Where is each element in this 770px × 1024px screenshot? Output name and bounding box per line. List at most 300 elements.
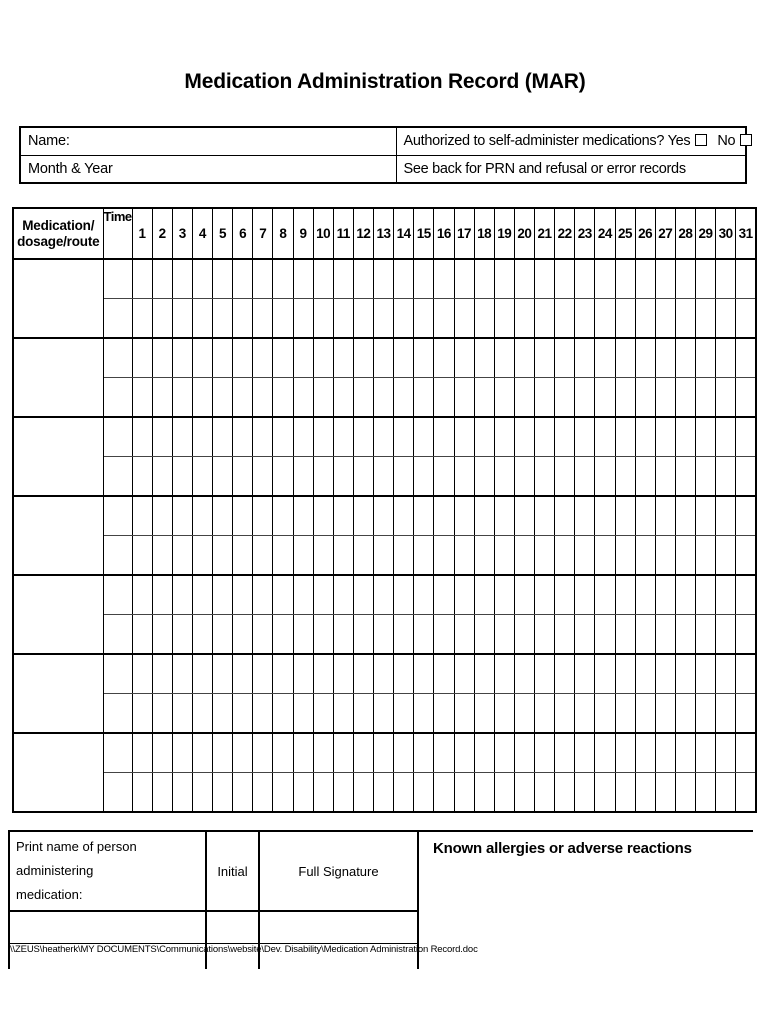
day-cell-7[interactable] [253, 259, 273, 299]
day-cell-30[interactable] [716, 457, 736, 497]
day-cell-26[interactable] [635, 457, 655, 497]
time-cell[interactable] [103, 575, 132, 615]
day-cell-28[interactable] [675, 654, 695, 694]
day-cell-3[interactable] [172, 378, 192, 418]
day-cell-9[interactable] [293, 615, 313, 655]
day-cell-4[interactable] [192, 615, 212, 655]
day-cell-26[interactable] [635, 773, 655, 813]
time-cell[interactable] [103, 457, 132, 497]
day-cell-17[interactable] [454, 378, 474, 418]
day-cell-18[interactable] [474, 773, 494, 813]
day-cell-18[interactable] [474, 575, 494, 615]
time-cell[interactable] [103, 536, 132, 576]
day-cell-5[interactable] [213, 457, 233, 497]
day-cell-25[interactable] [615, 773, 635, 813]
day-cell-25[interactable] [615, 733, 635, 773]
day-cell-22[interactable] [555, 536, 575, 576]
day-cell-13[interactable] [374, 496, 394, 536]
day-cell-19[interactable] [494, 733, 514, 773]
day-cell-26[interactable] [635, 575, 655, 615]
day-cell-24[interactable] [595, 773, 615, 813]
day-cell-11[interactable] [333, 496, 353, 536]
day-cell-22[interactable] [555, 654, 575, 694]
day-cell-15[interactable] [414, 773, 434, 813]
day-cell-19[interactable] [494, 299, 514, 339]
day-cell-30[interactable] [716, 378, 736, 418]
day-cell-16[interactable] [434, 654, 454, 694]
day-cell-13[interactable] [374, 654, 394, 694]
day-cell-2[interactable] [152, 496, 172, 536]
day-cell-27[interactable] [655, 259, 675, 299]
day-cell-6[interactable] [233, 773, 253, 813]
day-cell-11[interactable] [333, 694, 353, 734]
day-cell-30[interactable] [716, 654, 736, 694]
day-cell-4[interactable] [192, 338, 212, 378]
day-cell-14[interactable] [394, 733, 414, 773]
day-cell-25[interactable] [615, 378, 635, 418]
day-cell-21[interactable] [535, 378, 555, 418]
day-cell-6[interactable] [233, 575, 253, 615]
day-cell-1[interactable] [132, 733, 152, 773]
day-cell-30[interactable] [716, 417, 736, 457]
day-cell-14[interactable] [394, 457, 414, 497]
day-cell-5[interactable] [213, 338, 233, 378]
day-cell-17[interactable] [454, 773, 474, 813]
day-cell-31[interactable] [736, 338, 756, 378]
day-cell-9[interactable] [293, 733, 313, 773]
day-cell-1[interactable] [132, 575, 152, 615]
day-cell-20[interactable] [514, 694, 534, 734]
day-cell-19[interactable] [494, 457, 514, 497]
day-cell-16[interactable] [434, 733, 454, 773]
day-cell-26[interactable] [635, 378, 655, 418]
time-cell[interactable] [103, 615, 132, 655]
day-cell-26[interactable] [635, 259, 655, 299]
day-cell-12[interactable] [353, 299, 373, 339]
day-cell-28[interactable] [675, 496, 695, 536]
day-cell-16[interactable] [434, 773, 454, 813]
day-cell-2[interactable] [152, 457, 172, 497]
day-cell-3[interactable] [172, 259, 192, 299]
day-cell-13[interactable] [374, 338, 394, 378]
day-cell-15[interactable] [414, 496, 434, 536]
day-cell-16[interactable] [434, 575, 454, 615]
day-cell-13[interactable] [374, 457, 394, 497]
day-cell-3[interactable] [172, 694, 192, 734]
day-cell-21[interactable] [535, 733, 555, 773]
day-cell-25[interactable] [615, 417, 635, 457]
day-cell-6[interactable] [233, 654, 253, 694]
day-cell-22[interactable] [555, 457, 575, 497]
day-cell-12[interactable] [353, 457, 373, 497]
day-cell-15[interactable] [414, 417, 434, 457]
day-cell-13[interactable] [374, 773, 394, 813]
day-cell-31[interactable] [736, 694, 756, 734]
day-cell-29[interactable] [696, 615, 716, 655]
day-cell-15[interactable] [414, 299, 434, 339]
day-cell-20[interactable] [514, 259, 534, 299]
day-cell-12[interactable] [353, 575, 373, 615]
day-cell-15[interactable] [414, 615, 434, 655]
day-cell-8[interactable] [273, 378, 293, 418]
day-cell-5[interactable] [213, 378, 233, 418]
day-cell-13[interactable] [374, 615, 394, 655]
day-cell-18[interactable] [474, 615, 494, 655]
day-cell-5[interactable] [213, 536, 233, 576]
day-cell-31[interactable] [736, 378, 756, 418]
day-cell-9[interactable] [293, 496, 313, 536]
time-cell[interactable] [103, 694, 132, 734]
day-cell-26[interactable] [635, 496, 655, 536]
day-cell-17[interactable] [454, 338, 474, 378]
day-cell-30[interactable] [716, 259, 736, 299]
day-cell-4[interactable] [192, 694, 212, 734]
day-cell-1[interactable] [132, 773, 152, 813]
day-cell-12[interactable] [353, 773, 373, 813]
day-cell-21[interactable] [535, 654, 555, 694]
day-cell-22[interactable] [555, 417, 575, 457]
day-cell-21[interactable] [535, 417, 555, 457]
day-cell-3[interactable] [172, 654, 192, 694]
day-cell-13[interactable] [374, 417, 394, 457]
day-cell-21[interactable] [535, 694, 555, 734]
day-cell-15[interactable] [414, 457, 434, 497]
day-cell-12[interactable] [353, 694, 373, 734]
day-cell-22[interactable] [555, 694, 575, 734]
day-cell-14[interactable] [394, 338, 414, 378]
day-cell-24[interactable] [595, 536, 615, 576]
day-cell-12[interactable] [353, 536, 373, 576]
day-cell-14[interactable] [394, 575, 414, 615]
day-cell-27[interactable] [655, 615, 675, 655]
day-cell-6[interactable] [233, 457, 253, 497]
day-cell-24[interactable] [595, 338, 615, 378]
no-checkbox[interactable] [740, 134, 752, 146]
day-cell-8[interactable] [273, 733, 293, 773]
day-cell-18[interactable] [474, 299, 494, 339]
day-cell-28[interactable] [675, 575, 695, 615]
day-cell-12[interactable] [353, 338, 373, 378]
day-cell-17[interactable] [454, 575, 474, 615]
day-cell-17[interactable] [454, 536, 474, 576]
day-cell-26[interactable] [635, 694, 655, 734]
day-cell-2[interactable] [152, 417, 172, 457]
day-cell-31[interactable] [736, 654, 756, 694]
day-cell-20[interactable] [514, 299, 534, 339]
day-cell-7[interactable] [253, 733, 273, 773]
day-cell-15[interactable] [414, 259, 434, 299]
day-cell-7[interactable] [253, 338, 273, 378]
day-cell-11[interactable] [333, 615, 353, 655]
day-cell-19[interactable] [494, 259, 514, 299]
day-cell-11[interactable] [333, 654, 353, 694]
day-cell-17[interactable] [454, 654, 474, 694]
day-cell-28[interactable] [675, 338, 695, 378]
day-cell-25[interactable] [615, 575, 635, 615]
day-cell-21[interactable] [535, 773, 555, 813]
medication-cell[interactable] [13, 575, 103, 654]
day-cell-10[interactable] [313, 733, 333, 773]
day-cell-10[interactable] [313, 694, 333, 734]
day-cell-28[interactable] [675, 615, 695, 655]
day-cell-26[interactable] [635, 338, 655, 378]
day-cell-11[interactable] [333, 575, 353, 615]
day-cell-3[interactable] [172, 575, 192, 615]
day-cell-3[interactable] [172, 496, 192, 536]
day-cell-19[interactable] [494, 694, 514, 734]
day-cell-4[interactable] [192, 378, 212, 418]
day-cell-29[interactable] [696, 299, 716, 339]
day-cell-18[interactable] [474, 654, 494, 694]
day-cell-10[interactable] [313, 378, 333, 418]
day-cell-2[interactable] [152, 694, 172, 734]
day-cell-24[interactable] [595, 575, 615, 615]
day-cell-12[interactable] [353, 733, 373, 773]
day-cell-9[interactable] [293, 654, 313, 694]
day-cell-21[interactable] [535, 259, 555, 299]
day-cell-29[interactable] [696, 378, 716, 418]
day-cell-23[interactable] [575, 536, 595, 576]
day-cell-10[interactable] [313, 536, 333, 576]
day-cell-10[interactable] [313, 615, 333, 655]
day-cell-16[interactable] [434, 496, 454, 536]
day-cell-23[interactable] [575, 378, 595, 418]
day-cell-26[interactable] [635, 733, 655, 773]
day-cell-3[interactable] [172, 536, 192, 576]
day-cell-10[interactable] [313, 338, 333, 378]
day-cell-3[interactable] [172, 457, 192, 497]
day-cell-19[interactable] [494, 338, 514, 378]
day-cell-24[interactable] [595, 694, 615, 734]
day-cell-1[interactable] [132, 615, 152, 655]
day-cell-29[interactable] [696, 417, 716, 457]
day-cell-24[interactable] [595, 654, 615, 694]
day-cell-26[interactable] [635, 615, 655, 655]
day-cell-9[interactable] [293, 417, 313, 457]
day-cell-30[interactable] [716, 496, 736, 536]
day-cell-28[interactable] [675, 536, 695, 576]
day-cell-21[interactable] [535, 536, 555, 576]
day-cell-3[interactable] [172, 417, 192, 457]
day-cell-4[interactable] [192, 417, 212, 457]
day-cell-31[interactable] [736, 575, 756, 615]
day-cell-6[interactable] [233, 417, 253, 457]
day-cell-29[interactable] [696, 536, 716, 576]
day-cell-5[interactable] [213, 773, 233, 813]
day-cell-29[interactable] [696, 733, 716, 773]
day-cell-7[interactable] [253, 536, 273, 576]
day-cell-27[interactable] [655, 773, 675, 813]
day-cell-24[interactable] [595, 259, 615, 299]
day-cell-2[interactable] [152, 536, 172, 576]
day-cell-4[interactable] [192, 575, 212, 615]
day-cell-17[interactable] [454, 694, 474, 734]
day-cell-7[interactable] [253, 378, 273, 418]
day-cell-4[interactable] [192, 654, 212, 694]
day-cell-16[interactable] [434, 259, 454, 299]
day-cell-17[interactable] [454, 496, 474, 536]
day-cell-16[interactable] [434, 694, 454, 734]
day-cell-10[interactable] [313, 457, 333, 497]
day-cell-7[interactable] [253, 457, 273, 497]
day-cell-19[interactable] [494, 575, 514, 615]
day-cell-19[interactable] [494, 773, 514, 813]
day-cell-10[interactable] [313, 575, 333, 615]
day-cell-23[interactable] [575, 694, 595, 734]
day-cell-18[interactable] [474, 338, 494, 378]
day-cell-1[interactable] [132, 378, 152, 418]
day-cell-8[interactable] [273, 338, 293, 378]
day-cell-26[interactable] [635, 654, 655, 694]
day-cell-14[interactable] [394, 536, 414, 576]
day-cell-8[interactable] [273, 299, 293, 339]
day-cell-31[interactable] [736, 733, 756, 773]
day-cell-20[interactable] [514, 733, 534, 773]
day-cell-2[interactable] [152, 733, 172, 773]
day-cell-14[interactable] [394, 299, 414, 339]
day-cell-28[interactable] [675, 694, 695, 734]
day-cell-16[interactable] [434, 378, 454, 418]
day-cell-20[interactable] [514, 457, 534, 497]
day-cell-31[interactable] [736, 457, 756, 497]
day-cell-7[interactable] [253, 299, 273, 339]
initial-cell[interactable] [206, 911, 259, 943]
day-cell-30[interactable] [716, 575, 736, 615]
day-cell-2[interactable] [152, 773, 172, 813]
day-cell-15[interactable] [414, 575, 434, 615]
day-cell-4[interactable] [192, 457, 212, 497]
day-cell-6[interactable] [233, 338, 253, 378]
day-cell-11[interactable] [333, 299, 353, 339]
day-cell-12[interactable] [353, 654, 373, 694]
day-cell-21[interactable] [535, 615, 555, 655]
day-cell-7[interactable] [253, 694, 273, 734]
day-cell-29[interactable] [696, 457, 716, 497]
day-cell-5[interactable] [213, 733, 233, 773]
day-cell-27[interactable] [655, 536, 675, 576]
day-cell-6[interactable] [233, 615, 253, 655]
day-cell-5[interactable] [213, 694, 233, 734]
day-cell-13[interactable] [374, 378, 394, 418]
day-cell-10[interactable] [313, 773, 333, 813]
day-cell-22[interactable] [555, 615, 575, 655]
day-cell-9[interactable] [293, 338, 313, 378]
time-cell[interactable] [103, 496, 132, 536]
day-cell-18[interactable] [474, 457, 494, 497]
day-cell-16[interactable] [434, 536, 454, 576]
day-cell-22[interactable] [555, 773, 575, 813]
day-cell-20[interactable] [514, 654, 534, 694]
day-cell-22[interactable] [555, 378, 575, 418]
day-cell-19[interactable] [494, 496, 514, 536]
day-cell-6[interactable] [233, 733, 253, 773]
day-cell-25[interactable] [615, 496, 635, 536]
day-cell-6[interactable] [233, 299, 253, 339]
day-cell-17[interactable] [454, 733, 474, 773]
day-cell-27[interactable] [655, 299, 675, 339]
day-cell-20[interactable] [514, 773, 534, 813]
day-cell-13[interactable] [374, 299, 394, 339]
day-cell-25[interactable] [615, 615, 635, 655]
day-cell-28[interactable] [675, 733, 695, 773]
day-cell-30[interactable] [716, 733, 736, 773]
day-cell-8[interactable] [273, 536, 293, 576]
day-cell-25[interactable] [615, 259, 635, 299]
day-cell-26[interactable] [635, 417, 655, 457]
day-cell-31[interactable] [736, 496, 756, 536]
day-cell-28[interactable] [675, 299, 695, 339]
day-cell-6[interactable] [233, 378, 253, 418]
day-cell-27[interactable] [655, 575, 675, 615]
day-cell-17[interactable] [454, 299, 474, 339]
yes-checkbox[interactable] [695, 134, 707, 146]
day-cell-3[interactable] [172, 299, 192, 339]
day-cell-18[interactable] [474, 694, 494, 734]
day-cell-1[interactable] [132, 299, 152, 339]
day-cell-22[interactable] [555, 496, 575, 536]
day-cell-18[interactable] [474, 536, 494, 576]
day-cell-23[interactable] [575, 417, 595, 457]
day-cell-20[interactable] [514, 417, 534, 457]
day-cell-7[interactable] [253, 654, 273, 694]
day-cell-7[interactable] [253, 496, 273, 536]
day-cell-17[interactable] [454, 457, 474, 497]
day-cell-15[interactable] [414, 694, 434, 734]
day-cell-19[interactable] [494, 654, 514, 694]
day-cell-27[interactable] [655, 496, 675, 536]
day-cell-10[interactable] [313, 259, 333, 299]
day-cell-21[interactable] [535, 299, 555, 339]
day-cell-21[interactable] [535, 338, 555, 378]
day-cell-11[interactable] [333, 259, 353, 299]
day-cell-4[interactable] [192, 496, 212, 536]
day-cell-12[interactable] [353, 496, 373, 536]
day-cell-1[interactable] [132, 694, 152, 734]
day-cell-2[interactable] [152, 338, 172, 378]
day-cell-29[interactable] [696, 773, 716, 813]
day-cell-11[interactable] [333, 733, 353, 773]
day-cell-8[interactable] [273, 654, 293, 694]
time-cell[interactable] [103, 773, 132, 813]
day-cell-31[interactable] [736, 417, 756, 457]
day-cell-14[interactable] [394, 496, 414, 536]
day-cell-6[interactable] [233, 259, 253, 299]
day-cell-30[interactable] [716, 773, 736, 813]
day-cell-7[interactable] [253, 773, 273, 813]
day-cell-22[interactable] [555, 575, 575, 615]
day-cell-24[interactable] [595, 496, 615, 536]
day-cell-31[interactable] [736, 773, 756, 813]
day-cell-20[interactable] [514, 615, 534, 655]
day-cell-20[interactable] [514, 536, 534, 576]
day-cell-16[interactable] [434, 338, 454, 378]
day-cell-7[interactable] [253, 417, 273, 457]
day-cell-18[interactable] [474, 259, 494, 299]
day-cell-25[interactable] [615, 536, 635, 576]
day-cell-27[interactable] [655, 733, 675, 773]
day-cell-27[interactable] [655, 457, 675, 497]
day-cell-14[interactable] [394, 417, 414, 457]
day-cell-21[interactable] [535, 575, 555, 615]
day-cell-6[interactable] [233, 694, 253, 734]
day-cell-23[interactable] [575, 299, 595, 339]
day-cell-10[interactable] [313, 654, 333, 694]
day-cell-21[interactable] [535, 457, 555, 497]
day-cell-25[interactable] [615, 654, 635, 694]
day-cell-8[interactable] [273, 457, 293, 497]
day-cell-20[interactable] [514, 338, 534, 378]
day-cell-27[interactable] [655, 378, 675, 418]
